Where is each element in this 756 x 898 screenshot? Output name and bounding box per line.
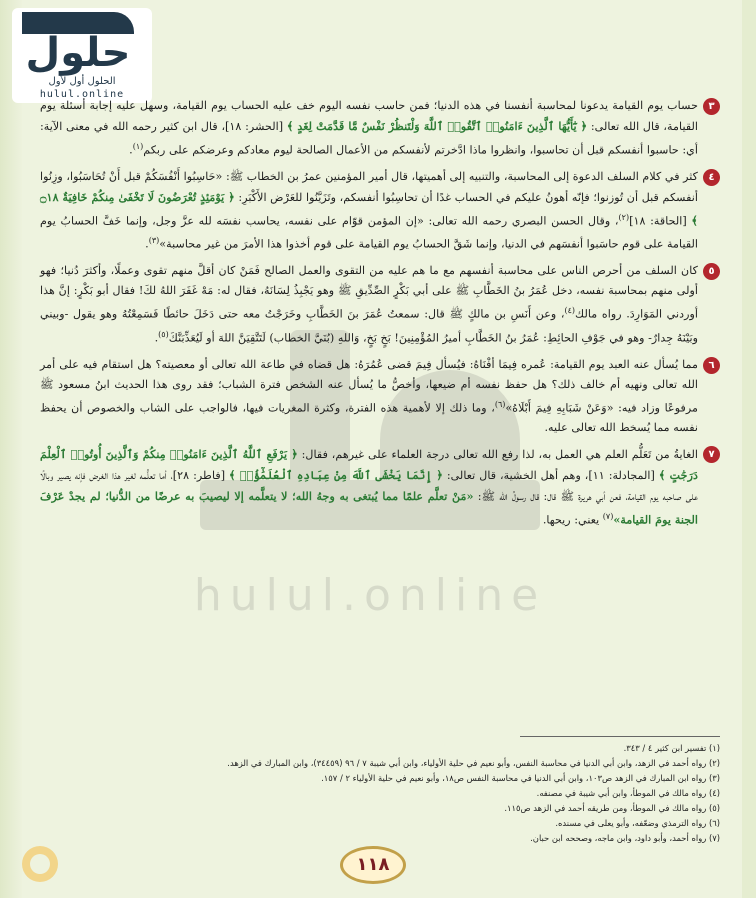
corner-ornament	[22, 846, 58, 882]
body-text: ، وقال الحسن البصري رحمه الله تعالى: «إن المؤمن قوّام على نفسه، يحاسب نفسَه لله عزَّ وجل، وإنما خَفَّ الحسابُ يوم القيامة على قوم حاسَبوا أنفسَهم في الدنيا، وإنما شَقَّ الحسابُ يوم القيامة على قوم أخذوا هذا الأمرَ من غير محاسبة»	[40, 214, 698, 252]
footnote-ref: (٤)	[564, 306, 576, 316]
footnote-item: (٣) رواه ابن المبارك في الزهد ص١٠٣، وابن أبي الدنيا في محاسبة النفس ص١٨، وأبو نعيم في حلية الأولياء ٢ / ١٥٧.	[321, 773, 720, 783]
quote-text: ﴿ يَوْمَئِذٍ تُعْرَضُونَ لَا تَخْفَىٰ مِنكُمْ خَافِيَةٌ ۝١٨ ﴾	[40, 189, 698, 228]
body-text: كثر في كلام السلف الدعوة إلى المحاسبة، والتنبيه إلى أهميتها، قال أمير المؤمنين عمرُ بن الخطاب ﷺ: «حَاسِبُوا أَنْفُسَكُمْ قبل أَنْ تُحَاسَبُوا، وزِنُوا أنفسكم قبل أن تُوزنوا؛ فإنّه أهونُ عليكم في الحساب غدًا أن تحاسِبُوا أنفسكم، وتَزَيَّنُوا للعَرْض الأَكْبَرِ:	[40, 169, 698, 204]
body-text: [فاطر: ٢٨]، أما تعلُّمه لغير هذا الغرض فإنه يصير وبالًا على صاحبه يوم القيامة، فعن أبي هريرة ﷺ قال: قال رسولُ الله ﷺ:	[40, 469, 698, 504]
page-left-margin	[0, 0, 22, 898]
footnotes	[40, 736, 720, 846]
paragraph	[40, 355, 720, 439]
footnote-ref: (٥)	[158, 329, 169, 339]
body-text: [المجادلة: ١١]، وهم أهل الخشية، قال تعالى:	[442, 469, 659, 483]
body-text: .	[129, 143, 133, 157]
footnote-item: (١) تفسير ابن كثير ٤ / ٣٤٣.	[623, 743, 720, 753]
paragraph	[40, 96, 720, 161]
quote-text: ﴿ إِنَّمَا يَخْشَى ٱللَّهَ مِنْ عِبَادِهِ ٱلْعُلَمَٰٓؤُا۟ ﴾	[229, 468, 443, 483]
main-text	[40, 96, 720, 537]
paragraph-number-badge: ٦	[703, 357, 720, 374]
footnote-item: (٢) رواه أحمد في الزهد، وابن أبي الدنيا في محاسبة النفس، وأبو نعيم في حلية الأولياء، وابن أبي شيبة ٧ / ٩٦ (٣٤٤٥٩)، وابن المبارك في الزهد.	[227, 758, 720, 768]
paragraph	[40, 444, 720, 531]
logo-url: hulul.online	[39, 89, 125, 100]
body-text: الغايةُ من تَعَلُّم العلم هي العمل به، لذا رفع الله تعالى درجة العلماء على غيرهم، فقال:	[297, 448, 698, 462]
page-number: ١١٨	[340, 846, 406, 884]
paragraph-number-badge: ٧	[703, 446, 720, 463]
footnote-ref: (٢)	[618, 212, 630, 222]
paragraph-number-badge: ٥	[703, 263, 720, 280]
logo-subtitle: الحلول أول لأول	[48, 76, 116, 87]
footnote-item: (٧) رواه أحمد، وأبو داود، وابن ماجه، وصححه ابن حبان.	[530, 833, 720, 843]
footnote-item: (٤) رواه مالك في الموطأ، وابن أبي شيبة في مصنفه.	[536, 788, 720, 798]
paragraph-number-badge: ٤	[703, 169, 720, 186]
footnote-list	[40, 741, 720, 846]
footnote-ref: (٣)	[148, 236, 160, 246]
paragraph	[40, 167, 720, 255]
body-text: ، وما ذلك إلا لأهمية هذه الفترة، وكثرة المغريات فيها، فالواجب على الشاب والخصوص أن يحفظ نفسه مما يُسخط الله تعالى عليه.	[40, 401, 698, 435]
body-text: .	[154, 331, 159, 345]
paragraph-number-badge: ٣	[703, 98, 720, 115]
quote-text: ﴿ يَرْفَعِ ٱللَّهُ ٱلَّذِينَ ءَامَنُوا۟ مِنكُمْ وَٱلَّذِينَ أُوتُوا۟ ٱلْعِلْمَ دَرَجَٰتٍ ﴾	[40, 447, 698, 483]
quote-text: ﴿ يَٰٓأَيُّهَا ٱلَّذِينَ ءَامَنُوا۟ ٱتَّقُوا۟ ٱللَّهَ وَلْتَنظُرْ نَفْسٌ مَّا قَدَّمَتْ لِغَدٍ ﴾	[286, 119, 588, 133]
quote-text: «مَنْ تعلَّم علمًا مما يُبتغى به وجهُ الله؛ لا يتعلَّمه إلا ليصيبَ به عرضًا من الدُّنيا؛ لم يجدْ عَرْفَ الجنة يومَ القيامة»	[40, 489, 698, 528]
body-text: حساب يوم القيامة يدعونا لمحاسبة أنفسنا في هذه الدنيا؛ فمن حاسب نفسه اليوم خف عليه الحساب يوم القيامة، وسهل عليه إجابة أسئلة يوم القيامة، قال الله تعالى:	[40, 99, 698, 133]
page-right-margin	[742, 0, 756, 898]
body-text: .	[145, 238, 149, 252]
body-text: يعني: ريحها.	[542, 514, 603, 528]
paragraph	[40, 261, 720, 348]
body-text: مما يُسأل عنه العبد يوم القيامة: عُمره فِيمَا أفْنَاهُ: فيُسأل فِيمَ قضى عُمُرَهُ: هل قضاه في طاعة الله تعالى أو معصيته؟ هل استقام فيه على أمر الله تعالى ونهيه أم خالف ذلك؟ هل حفظ نفسه أم ضيعها، وأخصُّ ما يُسأل عنه الشخص فترة الشباب؛ فقد روى هذا الحديث ابنُ مسعود ﷺ مرفوعًا وزاد فيه: «وَعَنْ شَبَابِهِ فِيمَ أَبْلَاهُ»	[40, 357, 698, 415]
footnote-divider	[520, 736, 720, 737]
footnote-item: (٦) رواه الترمذي وضعّفه، وأبو يعلى في مسنده.	[555, 818, 720, 828]
footnote-ref: (٦)	[494, 399, 506, 409]
body-text: ، وعن أَنَسِ بن مالكٍ ﷺ قال: سمعتُ عُمَرَ بنَ الخَطَّابِ وخَرَجْتُ معه حتى دَخَلَ حائطًا فَسَمِعْتُهُ وهو يقول -وبيني وبَيْنَهُ جِدارٌ- وهو في جَوْفِ الحائِطِ: عُمَرُ بنُ الخَطَّابِ أميرُ المُؤْمِنِينَ! بَخٍ بَخٍ، وَاللهِ (بُنَيَّ الخطاب) لَتَتَّقِيَنَّ اللهَ أو لَيُعَذِّبَنَّكَ	[40, 307, 698, 345]
watermark-text: hulul.online	[193, 570, 547, 621]
body-text: كان السلف من أحرص الناس على محاسبة أنفسهم مع ما هم عليه من التقوى والعمل الصالح فَمَنْ كان أقلَّ منهم تقوى وعملًا، وأكثرَ دُنيا؛ فهو أولى منهم بمحاسبة نفسه، دخل عُمَرُ بنُ الخَطَّابِ ﷺ على أبي بَكْرٍ الصِّدِّيقِ ﷺ وهو يَجْبِذُ لِسَانَهُ، فقال له: مَهْ غَفَرَ اللهُ لكَ! فقال أبو بَكْرٍ: إنَّ هذا أوردني المَوَارِدَ. رواه مالك	[40, 264, 698, 321]
body-text: [الحاقة: ١٨]	[629, 214, 692, 228]
site-logo	[12, 8, 152, 103]
body-text: [الحشر: ١٨]، قال ابن كثير رحمه الله في معنى الآية: أي: حاسبوا أنفسكم قبل أن تحاسبوا، وانظروا ماذا ادَّخرتم لأنفسكم من الأعمال الصالحة ليوم معادكم وعرضكم على ربكم	[40, 120, 698, 157]
footnote-ref: (٧)	[602, 512, 614, 522]
footnote-ref: (١)	[132, 142, 144, 151]
footnote-item: (٥) رواه مالك في الموطأ، ومن طريقه أحمد في الزهد ص١١٥.	[504, 803, 720, 813]
logo-mark: حلول	[25, 30, 131, 76]
